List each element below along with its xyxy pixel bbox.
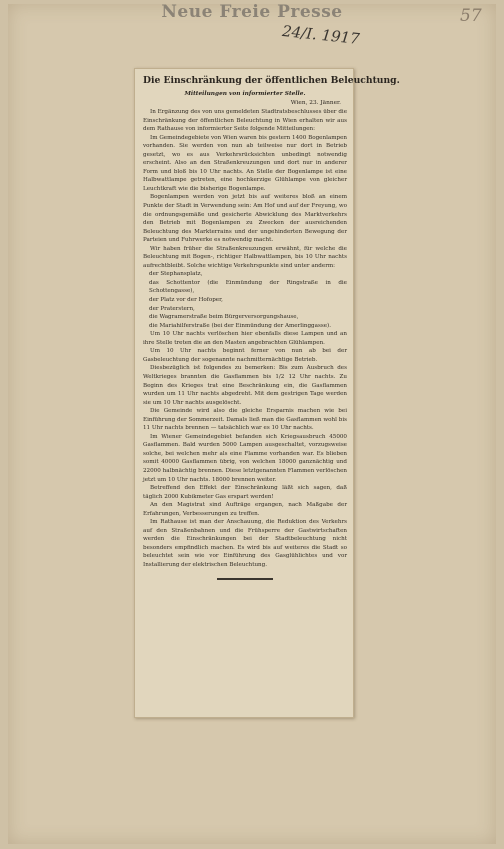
article-dateline: Wien, 23. Jänner. <box>290 100 341 106</box>
article-subheadline: Mitteilungen von informierter Stelle. <box>184 91 306 97</box>
article-paragraph: Im Gemeindegebiete von Wien waren bis gestern 1400 Bogenlampen vorhanden. Sie werden von nun ab teilweise nur dort in Betrieb gesetzt, wo es aus Verkehrsrücksichten unbedingt notwendig erscheint. Also an den Straßenkreuzungen und dort nur in anderer Form und bloß bis 10 Uhr nachts. An Stelle der Bogenlampe ist eine Halbwattlampe getreten, eine hochkerzige Glühlampe von gleicher Leuchtkraft wie die bisherige Bogenlampe. <box>143 134 347 192</box>
article-paragraph: In Ergänzung des von uns gemeldeten Stadtratsbeschlusses über die Einschränkung der öffentlichen Beleuchtung in Wien erhalten wir aus dem Rathause von informierter Seite folgende Mitteilungen: <box>143 109 347 133</box>
folio-number: 57 <box>460 6 482 26</box>
article-paragraph: Um 10 Uhr nachts verlöschen hier ebenfalls diese Lampen und an ihre Stelle treten die an den Masten angebrachten Glühlampen. <box>143 331 347 346</box>
article-paragraph: Um 10 Uhr nachts beginnt ferner von nun ab bei der Gasbeleuchtung der sogenannte nachmitternächtige Betrieb. <box>143 348 347 363</box>
location-list-item: der Platz vor der Hofoper, <box>149 297 223 304</box>
article-paragraph: Bogenlampen werden von jetzt bis auf weiteres bloß an einem Punkte der Stadt in Verwendung sein: Am Hof und auf der Freyung, wo die ordnungsgemäße und gesicherte Abwicklung des Marktverkehrs den Betrieb mit Bogenlampen zu Zwecken der ausreichenden Beleuchtung des Markterrains und der ungehinderten Bewegung der Parteien und Fuhrwerke es notwendig macht. <box>143 194 347 244</box>
location-list-item: der Stephansplatz, <box>149 271 203 278</box>
article-body <box>143 108 347 570</box>
newspaper-masthead: Neue Freie Presse <box>161 2 343 22</box>
article-headline: Die Einschränkung der öffentlichen Beleuchtung. <box>143 75 400 86</box>
location-list-item: der Praterstern, <box>149 305 195 312</box>
article-paragraph: Betreffend den Effekt der Einschränkung läßt sich sagen, daß täglich 2000 Kubikmeter Gas erspart werden! <box>143 485 347 500</box>
location-list-item: die Wagramerstraße beim Bürgerversorgungshause, <box>149 314 299 321</box>
article-paragraph: Die Gemeinde wird also die gleiche Ersparnis machen wie bei Einführung der Sommerzeit. Damals ließ man die Gasflammen wohl bis 11 Uhr nachts brennen — tatsächlich war es 10 Uhr nachts. <box>143 408 347 432</box>
end-rule <box>217 578 273 580</box>
newspaper-clipping <box>134 68 400 718</box>
location-list-item: die Mariahilferstraße (bei der Einmündung der Amerlinggasse). <box>149 322 331 329</box>
article-paragraph: Im Rathause ist man der Anschauung, die Reduktion des Verkehrs auf den Straßenbahnen und die Frühsperre der Gastwirtschaften werden die Einschränkungen bei der Stadtbeleuchtung nicht besonders empfindlich machen. Es wird bis auf weiteres die Stadt so beleuchtet sein wie vor Einführung des Gasglühlichtes und vor Installierung der elektrischen Beleuchtung. <box>143 519 347 568</box>
article-paragraph: Im Wiener Gemeindegebiet befanden sich Kriegsausbruch 45000 Gasflammen. Bald wurden 5000 Lampen ausgeschaltet, vorzugsweise solche, bei welchen mehr als eine Flamme vorhanden war. Es blieben somit 40000 Gasflammen übrig, von welchen 18000 ganznächtig und 22000 halbnächtig brennen. Diese letztgenannten Flammen verlöschen jetzt um 10 Uhr nachts. 18000 brennen weiter. <box>143 433 347 483</box>
article-paragraph: Diesbezüglich ist folgendes zu bemerken: Bis zum Ausbruch des Weltkrieges brannten die Gasflammen bis 1/2 12 Uhr nachts. Zu Beginn des Krieges trat eine Beschränkung ein, die Gasflammen wurden um 11 Uhr nachts abgedreht. Mit dem gestrigen Tage werden sie um 10 Uhr nachts ausgelöscht. <box>143 365 347 406</box>
article-paragraph: An den Magistrat sind Aufträge ergangen, nach Maßgabe der Erfahrungen, Verbesserungen zu treffen. <box>143 502 347 517</box>
handwritten-date: 24/I. 1917 <box>281 21 361 49</box>
article-paragraph: Wir haben früher die Straßenkreuzungen erwähnt, für welche die Beleuchtung mit Bogen-, richtiger Halbwattlampen, bis 10 Uhr nachts aufrechtbleibt. Solche wichtige Verkehrspunkte sind unter anderm: <box>143 245 347 269</box>
location-list-item: das Schottentor (die Einmündung der Ringstraße in die Schottengasse), <box>149 279 347 295</box>
